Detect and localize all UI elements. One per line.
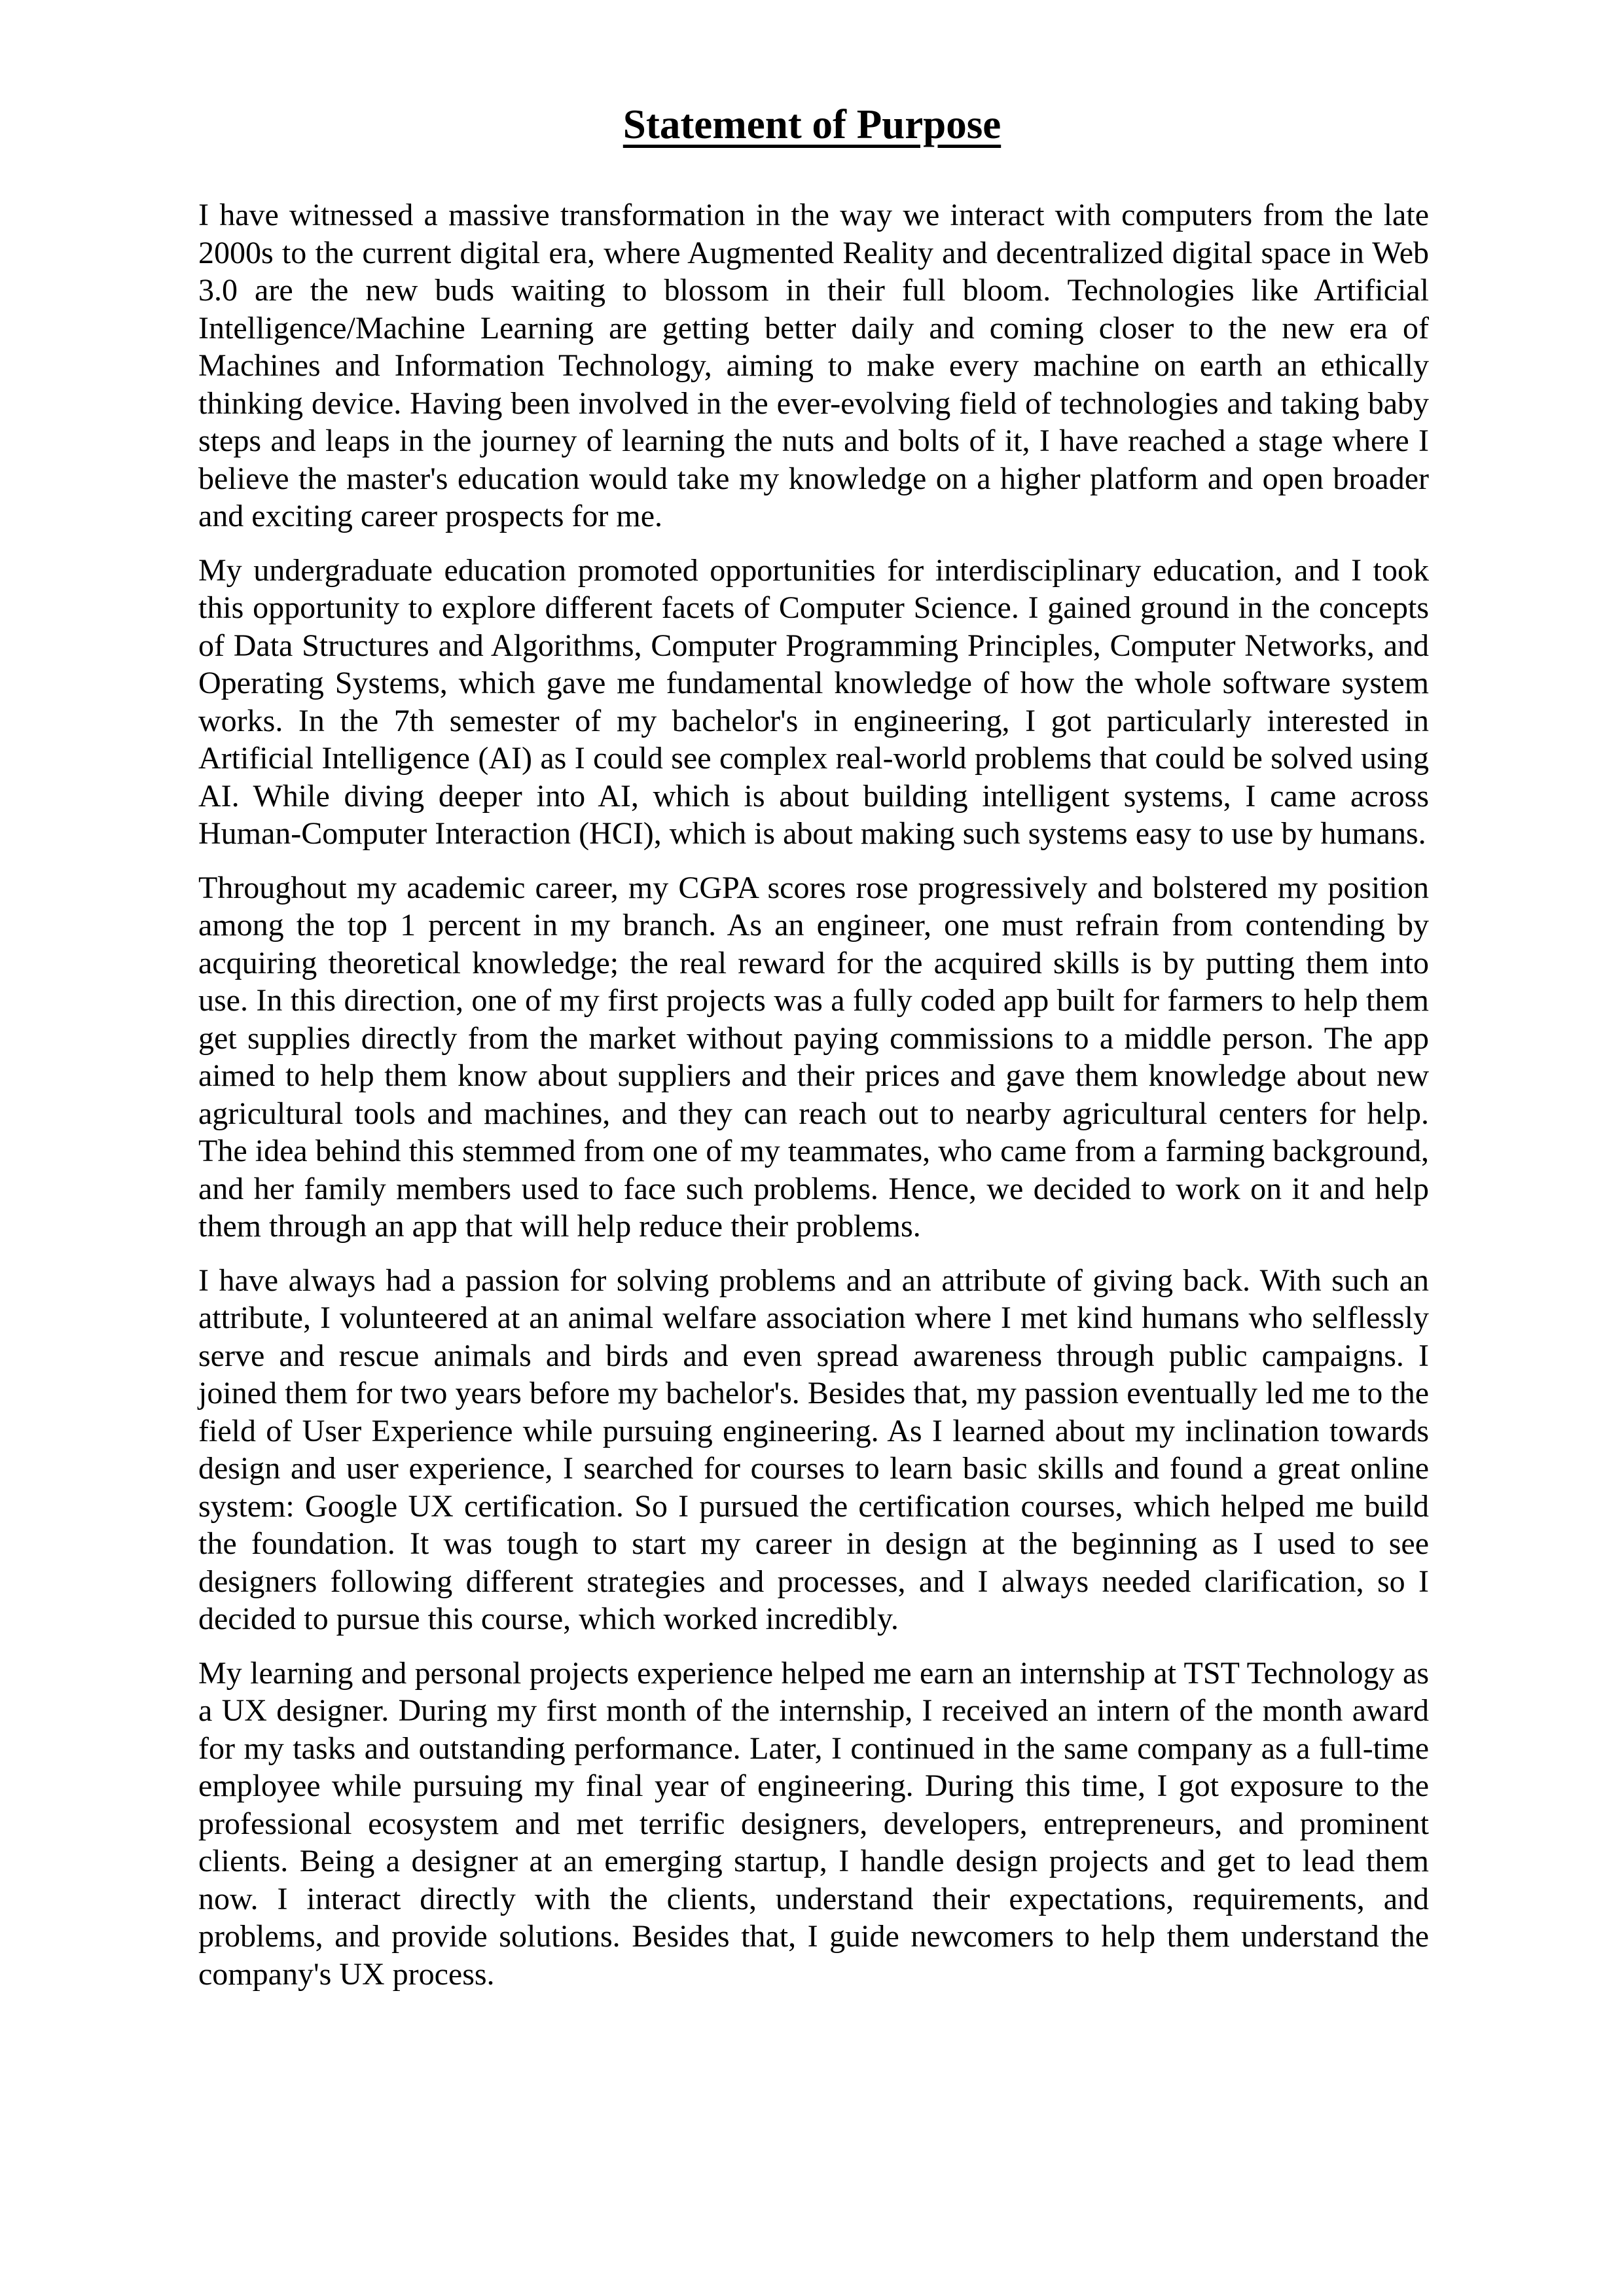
document-body <box>198 196 1429 2009</box>
document-title: Statement of Purpose <box>623 101 1001 147</box>
paragraph-3: Throughout my academic career, my CGPA scores rose progressively and bolstered my position among the top 1 percent in my branch. As an engineer, one must refrain from contending by acquiring theoretical knowledge; the real reward for the acquired skills is by putting them into use. In this direction, one of my first projects was a fully coded app built for farmers to help them get supplies directly from the market without paying commissions to a middle person. The app aimed to help them know about suppliers and their prices and gave them knowledge about new agricultural tools and machines, and they can reach out to nearby agricultural centers for help. The idea behind this stemmed from one of my teammates, who came from a farming background, and her family members used to face such problems. Hence, we decided to work on it and help them through an app that will help reduce their problems. <box>198 870 1429 1244</box>
paragraph-1: I have witnessed a massive transformation in the way we interact with computers from the late 2000s to the current digital era, where Augmented Reality and decentralized digital space in Web 3.0 are the new buds waiting to blossom in their full bloom. Technologies like Artificial Intelligence/Machine Learning are getting better daily and coming closer to the new era of Machines and Information Technology, aiming to make every machine on earth an ethically thinking device. Having been involved in the ever-evolving field of technologies and taking baby steps and leaps in the journey of learning the nuts and bolts of it, I have reached a stage where I believe the master's education would take my knowledge on a higher platform and open broader and exciting career prospects for me. <box>198 198 1429 533</box>
paragraph-5: My learning and personal projects experience helped me earn an internship at TST Technology as a UX designer. During my first month of the internship, I received an intern of the month award for my tasks and outstanding performance. Later, I continued in the same company as a full-time employee while pursuing my final year of engineering. During this time, I got exposure to the professional ecosystem and met terrific designers, developers, entrepreneurs, and prominent clients. Being a designer at an emerging startup, I handle design projects and get to lead them now. I interact directly with the clients, understand their expectations, requirements, and problems, and provide solutions. Besides that, I guide newcomers to help them understand the company's UX process. <box>198 1655 1429 1992</box>
paragraph-4: I have always had a passion for solving problems and an attribute of giving back. With such an attribute, I volunteered at an animal welfare association where I met kind humans who selflessly serve and rescue animals and birds and even spread awareness through public campaigns. I joined them for two years before my bachelor's. Besides that, my passion eventually led me to the field of User Experience while pursuing engineering. As I learned about my inclination towards design and user experience, I searched for courses to learn basic skills and found a great online system: Google UX certification. So I pursued the certification courses, which helped me build the foundation. It was tough to start my career in design at the beginning as I used to see designers following different strategies and processes, and I always needed clarification, so I decided to pursue this course, which worked incredibly. <box>198 1263 1429 1636</box>
paragraph-2: My undergraduate education promoted opportunities for interdisciplinary education, and I took this opportunity to explore different facets of Computer Science. I gained ground in the concepts of Data Structures and Algorithms, Computer Programming Principles, Computer Networks, and Operating Systems, which gave me fundamental knowledge of how the whole software system works. In the 7th semester of my bachelor's in engineering, I got particularly interested in Artificial Intelligence (AI) as I could see complex real-world problems that could be solved using AI. While diving deeper into AI, which is about building intelligent systems, I came across Human-Computer Interaction (HCI), which is about making such systems easy to use by humans. <box>198 552 1429 851</box>
